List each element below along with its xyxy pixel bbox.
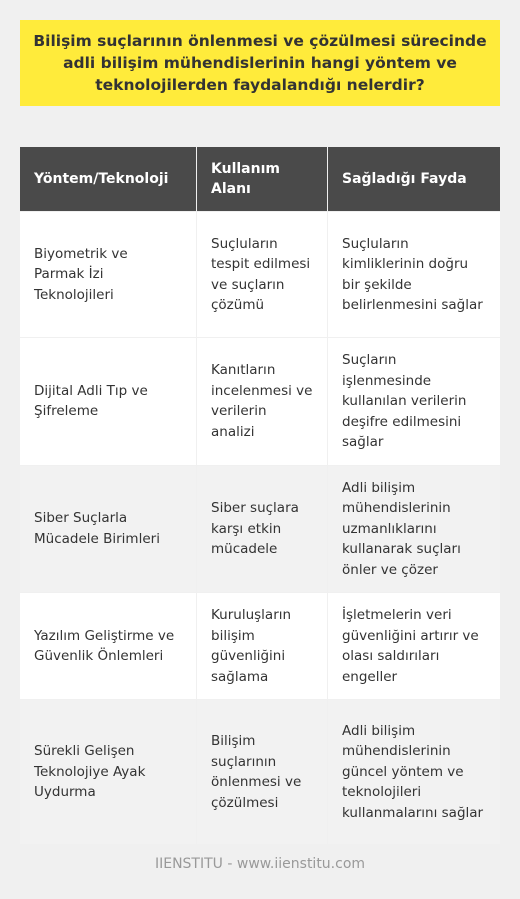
title-banner xyxy=(20,20,500,106)
cell-benefit: Suçların işlenmesinde kullanılan verilerin deşifre edilmesini sağlar xyxy=(327,337,500,465)
cell-benefit: İşletmelerin veri güvenliğini artırır ve olası saldırıları engeller xyxy=(327,592,500,699)
cell-usage-area: Bilişim suçlarının önlenmesi ve çözülmesi xyxy=(196,699,327,844)
page-title: Bilişim suçlarının önlenmesi ve çözülmesi sürecinde adli bilişim mühendislerinin hangi yöntem ve teknolojilerden faydalandığı nelerdir? xyxy=(33,32,487,94)
cell-benefit: Adli bilişim mühendislerinin güncel yöntem ve teknolojileri kullanmalarını sağlar xyxy=(327,699,500,844)
cell-usage-area: Kuruluşların bilişim güvenliğini sağlama xyxy=(196,592,327,699)
table-row xyxy=(20,211,500,337)
column-header-usage-area: Kullanım Alanı xyxy=(196,147,327,211)
table-row xyxy=(20,699,500,844)
cell-method: Siber Suçlarla Mücadele Birimleri xyxy=(20,465,196,593)
table-row xyxy=(20,465,500,593)
cell-method: Yazılım Geliştirme ve Güvenlik Önlemleri xyxy=(20,592,196,699)
cell-usage-area: Suçluların tespit edilmesi ve suçların çözümü xyxy=(196,211,327,337)
table-row xyxy=(20,592,500,699)
cell-method: Sürekli Gelişen Teknolojiye Ayak Uydurma xyxy=(20,699,196,844)
cell-benefit: Adli bilişim mühendislerinin uzmanlıklarını kullanarak suçları önler ve çözer xyxy=(327,465,500,593)
column-header-method: Yöntem/Teknoloji xyxy=(20,147,196,211)
cell-usage-area: Kanıtların incelenmesi ve verilerin analizi xyxy=(196,337,327,465)
cell-usage-area: Siber suçlara karşı etkin mücadele xyxy=(196,465,327,593)
cell-benefit: Suçluların kimliklerinin doğru bir şekilde belirlenmesini sağlar xyxy=(327,211,500,337)
cell-method: Biyometrik ve Parmak İzi Teknolojileri xyxy=(20,211,196,337)
methods-table xyxy=(20,147,500,844)
cell-method: Dijital Adli Tıp ve Şifreleme xyxy=(20,337,196,465)
table-header-row xyxy=(20,147,500,211)
table-row xyxy=(20,337,500,465)
footer-credit: IIENSTITU - www.iienstitu.com xyxy=(154,856,366,872)
column-header-benefit: Sağladığı Fayda xyxy=(327,147,500,211)
